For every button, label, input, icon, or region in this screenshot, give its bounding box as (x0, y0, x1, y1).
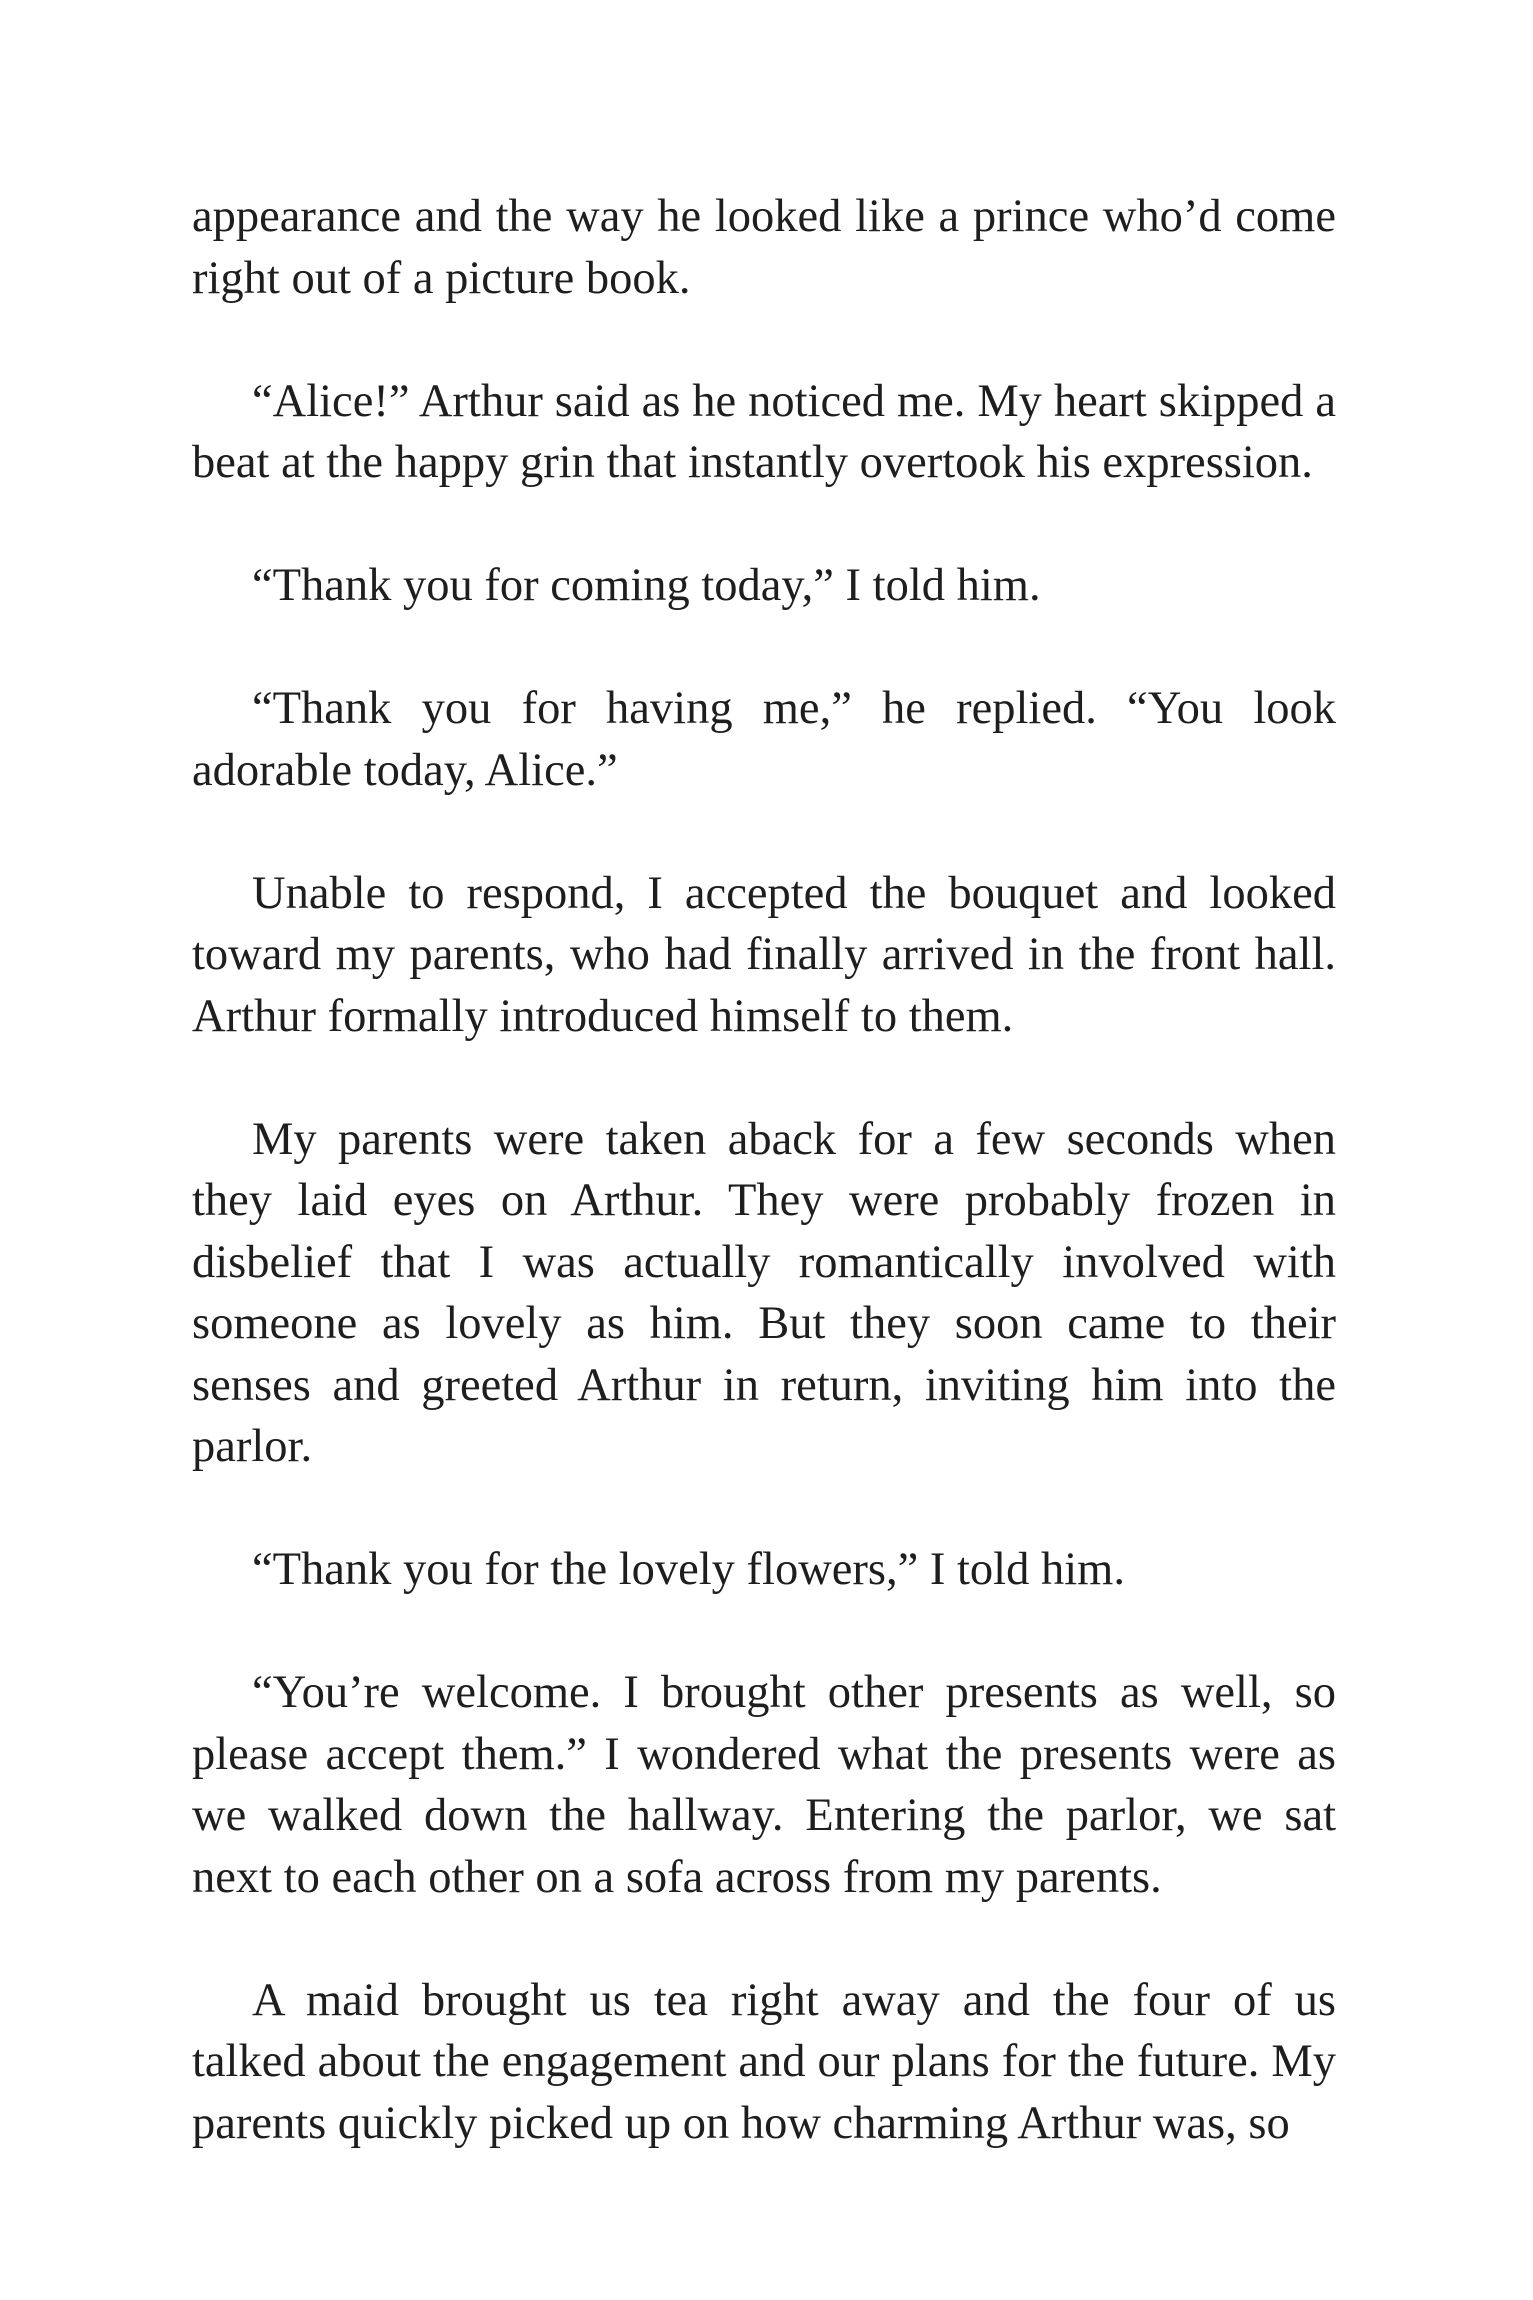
page-body-text (192, 186, 1336, 2154)
paragraph-2: “Alice!” Arthur said as he noticed me. My heart skipped a beat at the happy grin that instantly overtook his expression. (192, 375, 1336, 488)
paragraph-9: A maid brought us tea right away and the four of us talked about the engagement and our plans for the future. My parents quickly picked up on how charming Arthur was, so (192, 1974, 1336, 2149)
paragraph-4: “Thank you for having me,” he replied. “You look adorable today, Alice.” (192, 683, 1336, 796)
paragraph-8: “You’re welcome. I brought other presents as well, so please accept them.” I wondered what the presents were as we walked down the hallway. Entering the parlor, we sat next to each other on a sofa across from my parents. (192, 1667, 1336, 1903)
paragraph-3: “Thank you for coming today,” I told him. (252, 560, 1041, 611)
paragraph-5: Unable to respond, I accepted the bouquet and looked toward my parents, who had finally arrived in the front hall. Arthur formally introduced himself to them. (192, 867, 1336, 1042)
paragraph-6: My parents were taken aback for a few seconds when they laid eyes on Arthur. They were probably frozen in disbelief that I was actually romantically involved with someone as lovely as him. But they soon came to their senses and greeted Arthur in return, inviting him into the parlor. (192, 1113, 1336, 1472)
paragraph-7: “Thank you for the lovely flowers,” I told him. (252, 1544, 1125, 1595)
paragraph-1: appearance and the way he looked like a prince who’d come right out of a picture book. (192, 191, 1336, 304)
